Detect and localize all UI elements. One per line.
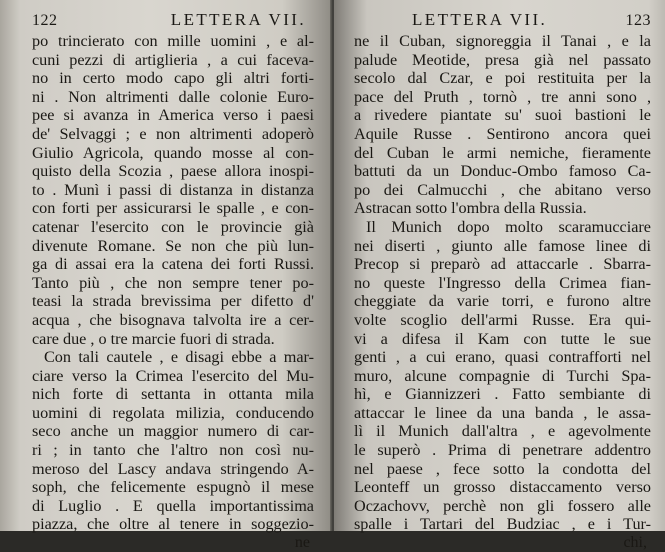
right-page-number: 123 — [625, 12, 651, 29]
text-line: battuti da un Donduc-Ombo famoso Ca- — [354, 162, 651, 181]
text-line: catenar l'esercito con le provincie già — [32, 217, 314, 236]
left-running-title: LETTERA VII. — [170, 10, 306, 29]
text-line: ri ; in tanto che l'altro non così nu- — [32, 441, 314, 460]
text-line: ne il Cuban, signoreggia il Tanai , e la — [354, 32, 651, 50]
left-running-head — [32, 8, 314, 32]
text-line: cheggiate da varie torri, e furono altre — [354, 292, 651, 311]
text-line: piazza, che oltre al tenere in soggezio- — [32, 515, 314, 534]
left-page-number: 122 — [32, 12, 58, 29]
text-line: Con tali cautele , e disagi ebbe a mar- — [44, 348, 314, 367]
text-line: ga di assai era la catena dei forti Russi. — [32, 255, 314, 274]
text-line: nei diserti , giunto alle famose linee di — [354, 236, 651, 255]
right-page — [334, 0, 665, 552]
text-line: seco anche un maggior numero di car- — [32, 422, 314, 441]
text-line: quisto della Scozia , paese allora inospi- — [32, 162, 314, 181]
text-line: Leonteff un grosso distaccamento verso — [354, 478, 651, 497]
text-line: le superò . Prima di penetrare addentro — [354, 441, 651, 460]
text-line: del Cuban le armi nemiche, fieramente — [354, 143, 651, 162]
text-line: ni . Non altrimenti dalle colonie Euro- — [32, 87, 314, 106]
left-page — [0, 0, 332, 552]
text-line: to . Munì i passi di distanza in distanza — [32, 180, 314, 199]
text-line: pee si avanza in America verso i paesi — [32, 106, 314, 125]
text-line: palude Meotide, presa già nel passato — [354, 50, 651, 69]
text-line: Aquile Russe . Sentirono ancora quei — [354, 124, 651, 143]
text-line: Oczachovv, perchè non gli fossero alle — [354, 496, 651, 515]
text-line: cuni pezzi di artiglieria , a cui faceva- — [32, 50, 314, 69]
text-line: meroso del Lascy andava stringendo A- — [32, 459, 314, 478]
text-line: Giulio Agricola, quando mosse al con- — [32, 143, 314, 162]
text-line: pace del Pruth , tornò , tre anni sono , — [354, 87, 651, 106]
left-catchword: ne — [294, 534, 310, 552]
text-line: ciare verso la Crimea l'esercito del Mu- — [32, 366, 314, 385]
text-line: di Luglio . E quella importantissima — [32, 496, 314, 515]
left-page-text — [32, 32, 314, 534]
text-line: a rivedere piantate su' suoi bastioni le — [354, 106, 651, 125]
text-line: no in certo modo capo gli altri forti- — [32, 69, 314, 88]
text-line: muro, alcune compagnie di Turchi Spa- — [354, 366, 651, 385]
right-catchword: chi, — [623, 534, 647, 552]
text-line: vi a difesa il Kam con tutte le sue — [354, 329, 651, 348]
text-line: po trincierato con mille uomini , e al- — [32, 32, 314, 50]
text-line: Il Munich dopo molto scaramucciare — [366, 217, 651, 236]
right-running-head — [354, 8, 651, 32]
right-running-title: LETTERA VII. — [412, 10, 548, 29]
text-line: attaccar le linee da una banda , le assa- — [354, 403, 651, 422]
text-line: Precop si preparò ad attaccarle . Sbarra- — [354, 255, 651, 274]
text-line: po dei Calmucchi , che abitano verso — [354, 180, 651, 199]
text-line: no queste l'Ingresso della Crimea fian- — [354, 273, 651, 292]
text-line: nich forte di settanta in ottanta mila — [32, 385, 314, 404]
text-line: teasi la strada brevissima per difetto d' — [32, 292, 314, 311]
text-line: nel paese , fece sotto la condotta del — [354, 459, 651, 478]
text-line: con forti per assicurarsi le spalle , e con- — [32, 199, 314, 218]
text-line: Tanto più , che non sempre tener po- — [32, 273, 314, 292]
text-line: lì il Munich dall'altra , e agevolmente — [354, 422, 651, 441]
right-page-text — [354, 32, 651, 534]
text-line: hì, e Giannizzeri . Fatto sembiante di — [354, 385, 651, 404]
text-line: de' Selvaggi ; e non altrimenti adoperò — [32, 124, 314, 143]
text-line: uomini di regolata milizia, conducendo — [32, 403, 314, 422]
text-line: spalle i Tartari del Budziac , e i Tur- — [354, 515, 651, 534]
text-line: soph, che felicemente espugnò il mese — [32, 478, 314, 497]
text-line: volte scoglio dell'armi Russe. Era qui- — [354, 310, 651, 329]
text-line: acqua , che bisognava talvolta ire a cer- — [32, 310, 314, 329]
text-line: Astracan sotto l'ombra della Russia. — [354, 199, 587, 218]
text-line: secolo dal Czar, e poi restituita per la — [354, 69, 651, 88]
text-line: divenute Romane. Se non che più lun- — [32, 236, 314, 255]
text-line: genti , a cui erano, quasi contrafforti nel — [354, 348, 651, 367]
text-line: care due , o tre marcie fuori di strada. — [32, 329, 275, 348]
